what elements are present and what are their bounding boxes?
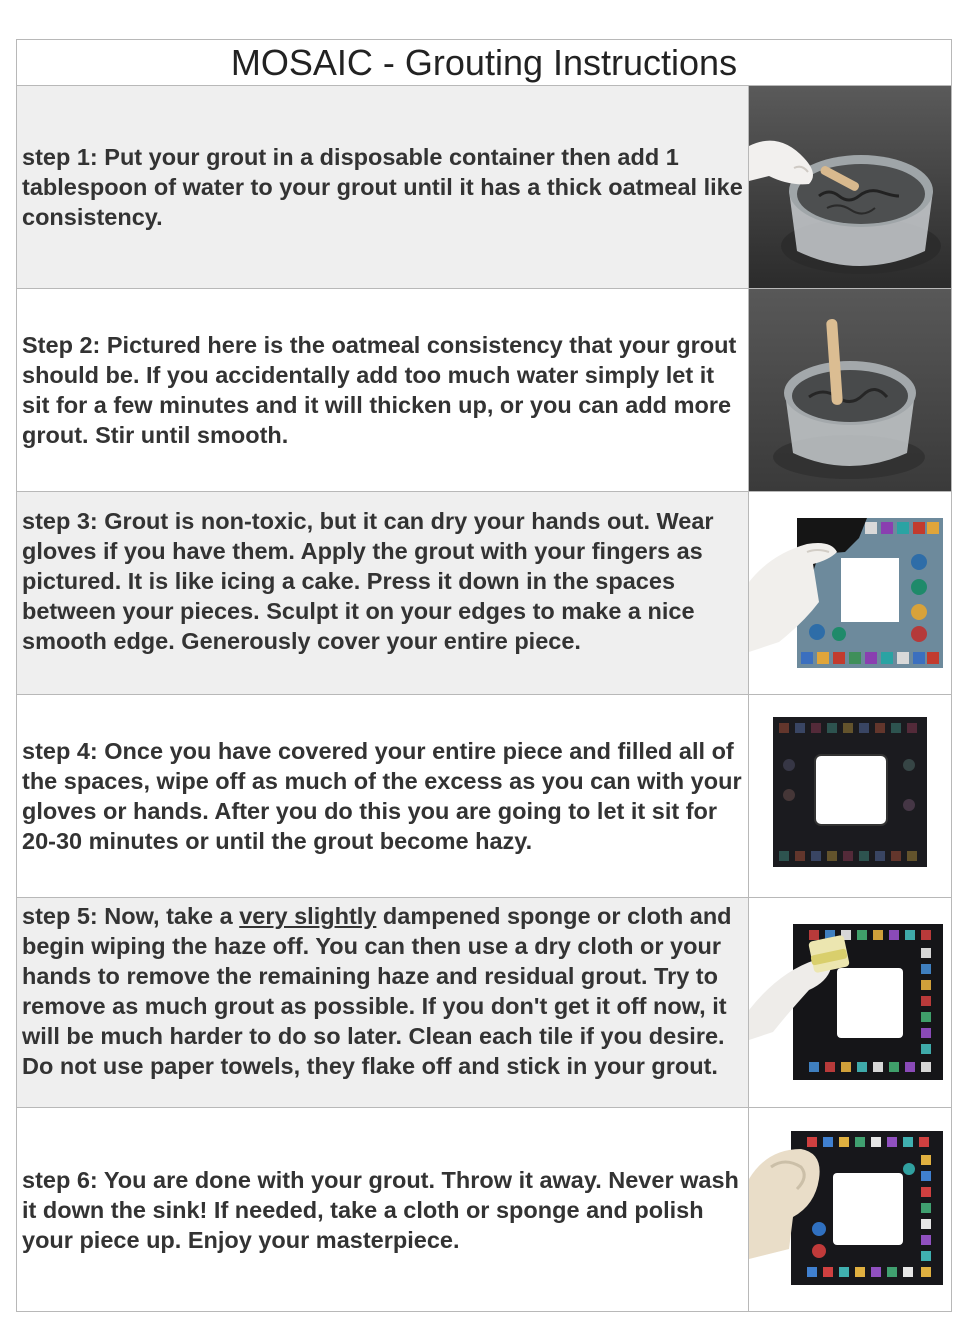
instruction-sheet: [16, 39, 952, 1312]
step-5-text-after: dampened sponge or cloth and begin wiping the haze off. You can then use a dry cloth or your hands to remove the remaining haze and residual grout. Try to remove as much grout as possible. If you don't get it off now, it will be much harder to do so later. Clean each tile if you desire. Do not use paper towels, they flake off and stick in your grout.: [22, 903, 732, 1079]
applying-grout-to-frame-image: [749, 492, 951, 694]
step-2-text: Step 2: Pictured here is the oatmeal consistency that your grout should be. If you accidentally add too much water simply let it sit for a few minutes and it will thicken up, or you can add more grout. Stir until smooth.: [17, 289, 749, 491]
page-title: MOSAIC - Grouting Instructions: [17, 40, 951, 86]
mixed-grout-image: [749, 289, 951, 491]
step-6-text: step 6: You are done with your grout. Throw it away. Never wash it down the sink! If needed, take a cloth or sponge and polish your piece up. Enjoy your masterpiece.: [17, 1108, 749, 1311]
sponge-wiping-frame-image: [749, 898, 951, 1107]
step-1-text: step 1: Put your grout in a disposable container then add 1 tablespoon of water to your grout until it has a thick oatmeal like consistency.: [17, 86, 749, 288]
step-row-4: [17, 695, 951, 898]
step-row-1: [17, 86, 951, 289]
step-row-3: [17, 492, 951, 695]
step-4-text: step 4: Once you have covered your entire piece and filled all of the spaces, wipe off as much of the excess as you can with your gloves or hands. After you do this you are going to let it sit for 20-30 minutes or until the grout become hazy.: [17, 695, 749, 897]
step-row-2: [17, 289, 951, 492]
polished-frame-image: [749, 1108, 951, 1311]
grout-container-with-spoon-image: [749, 86, 951, 288]
step-5-text: [17, 898, 749, 1107]
step-5-text-before: step 5: Now, take a: [22, 903, 240, 929]
grouted-frame-image: [749, 695, 951, 897]
step-row-6: [17, 1108, 951, 1311]
step-5-emphasis: very slightly: [239, 903, 377, 929]
step-row-5: [17, 898, 951, 1108]
step-3-text: step 3: Grout is non-toxic, but it can dry your hands out. Wear gloves if you have them. Apply the grout with your fingers as pictured. It is like icing a cake. Press it down in the spaces between your pieces. Sculpt it on your edges to make a nice smooth edge. Generously cover your entire piece.: [17, 492, 749, 694]
